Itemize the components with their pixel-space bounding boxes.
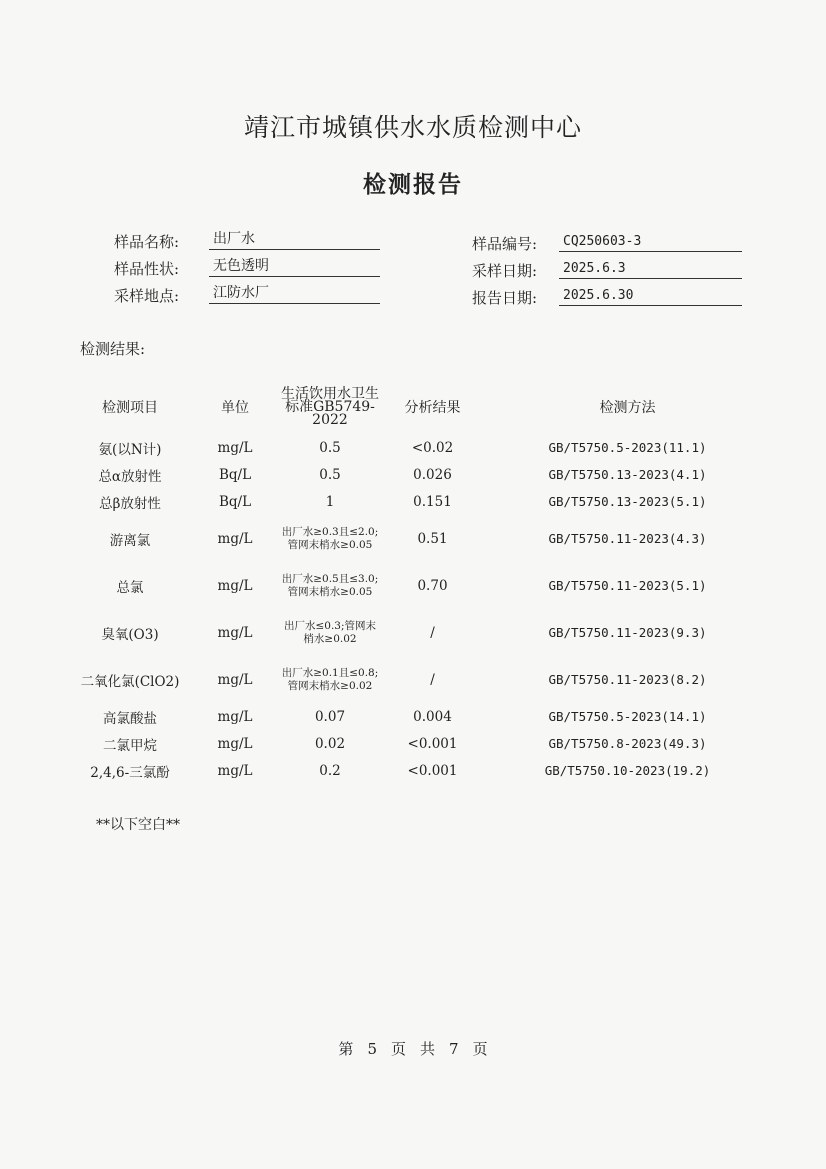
table-row (70, 730, 770, 757)
item-cell: 游离氯 (109, 532, 151, 549)
method-cell: GB/T5750.11-2023(9.3) (548, 625, 707, 640)
sample-name-value: 出厂水 (209, 230, 380, 250)
table-row (70, 656, 770, 703)
table-row (70, 461, 770, 488)
item-cell: 臭氧(O3) (101, 626, 159, 643)
result-cell: 0.70 (417, 577, 448, 594)
method-cell: GB/T5750.8-2023(49.3) (548, 736, 707, 751)
sample-date-value: 2025.6.3 (559, 259, 742, 279)
result-cell: / (430, 671, 435, 688)
sample-no-value: CQ250603-3 (559, 232, 742, 252)
unit-cell: mg/L (217, 624, 253, 641)
item-cell: 总β放射性 (99, 495, 161, 512)
method-cell: GB/T5750.11-2023(8.2) (548, 672, 707, 687)
footer-page-unit: 页 (390, 1040, 406, 1058)
standard-cell: 1 (325, 493, 335, 510)
col-header-item: 检测项目 (102, 400, 158, 416)
standard-cell: 0.5 (319, 466, 341, 483)
table-row (70, 515, 770, 562)
standard-cell: 出厂水≥0.1且≤0.8;管网末梢水≥0.02 (281, 666, 379, 692)
sample-site-label: 采样地点: (114, 287, 180, 305)
unit-cell: mg/L (217, 671, 253, 688)
unit-cell: mg/L (217, 439, 253, 456)
results-label: 检测结果: (80, 340, 146, 358)
item-cell: 高氯酸盐 (103, 710, 157, 727)
standard-cell: 出厂水≤0.3;管网末梢水≥0.02 (283, 619, 377, 645)
table-row (70, 488, 770, 515)
org-title: 靖江市城镇供水水质检测中心 (243, 113, 582, 142)
item-cell: 二氯甲烷 (103, 737, 157, 754)
unit-cell: mg/L (217, 735, 253, 752)
result-cell: 0.51 (417, 530, 448, 547)
standard-cell: 0.5 (319, 439, 341, 456)
sample-state-label: 样品性状: (114, 260, 180, 278)
col-header-method: 检测方法 (599, 400, 656, 416)
method-cell: GB/T5750.11-2023(5.1) (548, 578, 707, 593)
method-cell: GB/T5750.11-2023(4.3) (548, 531, 707, 546)
sample-name-label: 样品名称: (114, 233, 180, 251)
standard-cell: 出厂水≥0.3且≤2.0;管网末梢水≥0.05 (281, 525, 379, 551)
blank-note: **以下空白** (96, 817, 180, 833)
table-row (70, 703, 770, 730)
unit-cell: mg/L (217, 577, 253, 594)
table-header-row (70, 380, 770, 434)
method-cell: GB/T5750.5-2023(11.1) (548, 440, 707, 455)
result-cell: <0.001 (407, 735, 458, 752)
results-table (70, 380, 770, 784)
table-row (70, 609, 770, 656)
table-row (70, 562, 770, 609)
item-cell: 氨(以N计) (98, 441, 162, 458)
result-cell: <0.02 (411, 439, 454, 456)
unit-cell: Bq/L (218, 493, 252, 510)
unit-cell: Bq/L (218, 466, 252, 483)
standard-cell: 0.02 (314, 735, 346, 752)
footer-page-number: 5 (367, 1040, 377, 1058)
standard-cell: 出厂水≥0.5且≤3.0;管网末梢水≥0.05 (281, 572, 379, 598)
item-cell: 二氧化氯(ClO2) (80, 673, 180, 690)
col-header-result: 分析结果 (404, 400, 461, 416)
sample-no-label: 样品编号: (472, 235, 538, 253)
item-cell: 总氯 (116, 579, 144, 596)
report-date-value: 2025.6.30 (559, 286, 742, 306)
result-cell: 0.151 (413, 493, 452, 510)
result-cell: 0.004 (413, 708, 452, 725)
item-cell: 2,4,6-三氯酚 (90, 764, 170, 781)
unit-cell: mg/L (217, 762, 253, 779)
footer-prefix: 第 (338, 1040, 354, 1058)
table-row (70, 434, 770, 461)
footer-total-prefix: 共 (420, 1040, 436, 1058)
report-title: 检测报告 (363, 171, 463, 198)
unit-cell: mg/L (217, 708, 253, 725)
result-cell: / (430, 624, 435, 641)
method-cell: GB/T5750.13-2023(4.1) (548, 467, 707, 482)
result-cell: <0.001 (407, 762, 458, 779)
result-cell: 0.026 (413, 466, 452, 483)
report-date-label: 报告日期: (472, 289, 538, 307)
table-row (70, 757, 770, 784)
col-header-standard: 生活饮用水卫生标准GB5749-2022 (281, 385, 379, 428)
standard-cell: 0.2 (319, 762, 341, 779)
footer-total-unit: 页 (472, 1040, 488, 1058)
method-cell: GB/T5750.10-2023(19.2) (544, 763, 711, 778)
sample-date-label: 采样日期: (472, 262, 538, 280)
sample-state-value: 无色透明 (209, 257, 380, 277)
item-cell: 总α放射性 (98, 468, 162, 485)
method-cell: GB/T5750.5-2023(14.1) (548, 709, 707, 724)
sample-site-value: 江防水厂 (209, 284, 380, 304)
method-cell: GB/T5750.13-2023(5.1) (548, 494, 707, 509)
page-footer (0, 1038, 826, 1059)
col-header-unit: 单位 (221, 400, 249, 416)
standard-cell: 0.07 (314, 708, 346, 725)
footer-total-number: 7 (449, 1040, 459, 1058)
unit-cell: mg/L (217, 530, 253, 547)
